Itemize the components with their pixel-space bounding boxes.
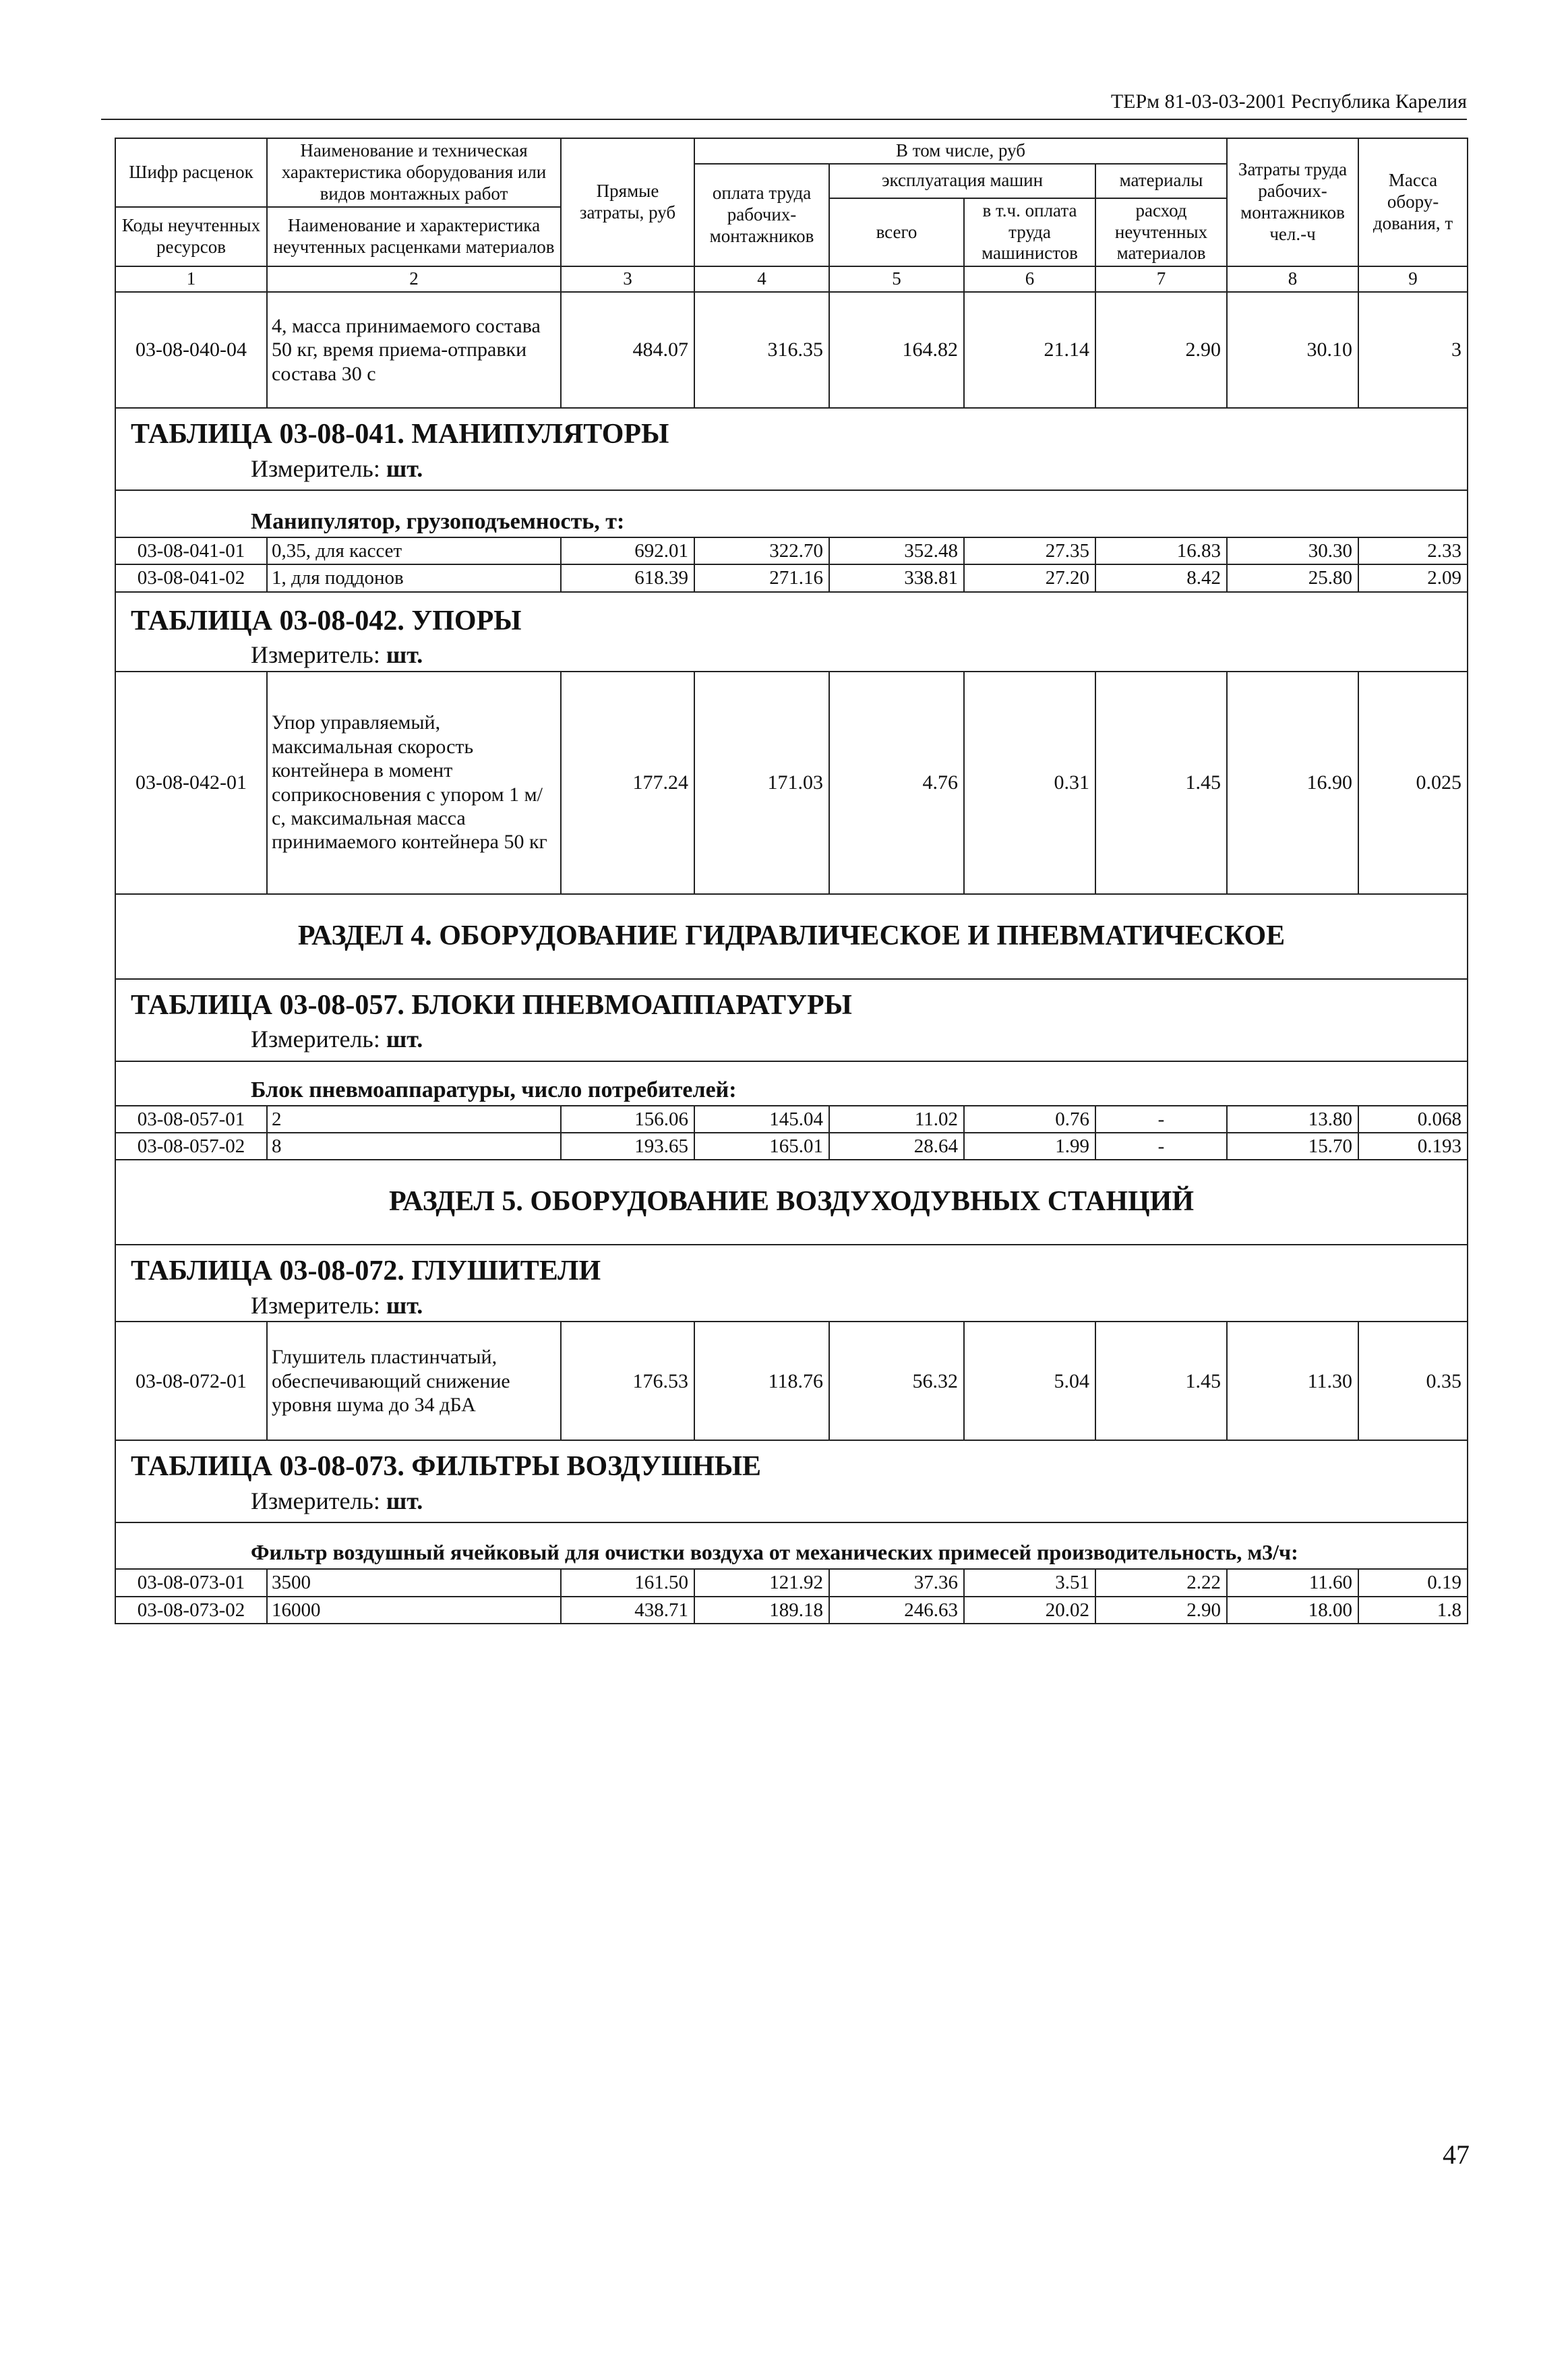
row-value: 21.14 (964, 292, 1095, 408)
row-value: 0.025 (1358, 672, 1468, 894)
col-v-t-ch: в т.ч. оплата труда машинистов (964, 198, 1095, 267)
col-name-2: Наименование и характеристика неучтенных расценками материалов (267, 207, 561, 267)
row-value: 18.00 (1227, 1597, 1358, 1624)
razdel-row (115, 1160, 1468, 1245)
row-value: 0.19 (1358, 1569, 1468, 1596)
row-code: 03-08-072-01 (115, 1322, 267, 1440)
row-value: 11.60 (1227, 1569, 1358, 1596)
measure-row (115, 639, 1468, 671)
col-vsego: всего (829, 198, 964, 267)
measure-label: Измеритель: (251, 1026, 380, 1053)
rates-table (115, 138, 1468, 1624)
table-row (115, 292, 1468, 408)
row-value: 5.04 (964, 1322, 1095, 1440)
row-value: - (1095, 1106, 1227, 1133)
row-value: 176.53 (561, 1322, 694, 1440)
row-name: 4, масса принимаемого состава 50 кг, время приема-отправки состава 30 с (267, 292, 561, 408)
col-shifr: Шифр расценок (115, 138, 267, 207)
row-name: 16000 (267, 1597, 561, 1624)
col-v-tom-chisle: В том числе, руб (694, 138, 1227, 164)
row-value: 27.20 (964, 564, 1095, 591)
subtitle-row (115, 1522, 1468, 1569)
measure-unit: шт. (386, 1026, 423, 1053)
section-title-row (115, 592, 1468, 640)
row-value: 27.35 (964, 537, 1095, 564)
row-code: 03-08-042-01 (115, 672, 267, 894)
row-value: 692.01 (561, 537, 694, 564)
measure (115, 1485, 1468, 1522)
row-value: 189.18 (694, 1597, 829, 1624)
row-name: 1, для поддонов (267, 564, 561, 591)
row-value: 1.45 (1095, 672, 1227, 894)
table-title: ТАБЛИЦА 03-08-041. МАНИПУЛЯТОРЫ (115, 408, 1468, 453)
row-code: 03-08-041-01 (115, 537, 267, 564)
col-name-1: Наименование и техническая характеристика оборудования или видов монтажных работ (267, 138, 561, 207)
table-title: ТАБЛИЦА 03-08-073. ФИЛЬТРЫ ВОЗДУШНЫЕ (115, 1440, 1468, 1485)
col-ekspl: эксплуатация машин (829, 164, 1095, 198)
row-value: 0.193 (1358, 1133, 1468, 1160)
measure-row (115, 1485, 1468, 1522)
table-row (115, 1597, 1468, 1624)
table-subtitle: Фильтр воздушный ячейковый для очистки воздуха от механических примесей производительность, м3/ч: (115, 1522, 1468, 1569)
row-value: 165.01 (694, 1133, 829, 1160)
row-code: 03-08-073-01 (115, 1569, 267, 1596)
col-number: 4 (694, 266, 829, 292)
row-name: 3500 (267, 1569, 561, 1596)
row-name: 0,35, для кассет (267, 537, 561, 564)
row-name: 2 (267, 1106, 561, 1133)
col-number: 9 (1358, 266, 1468, 292)
table-title: ТАБЛИЦА 03-08-072. ГЛУШИТЕЛИ (115, 1245, 1468, 1290)
col-number: 7 (1095, 266, 1227, 292)
measure-unit: шт. (386, 641, 423, 669)
column-numbers-row (115, 266, 1468, 292)
row-value: 30.10 (1227, 292, 1358, 408)
col-oplata: оплата труда рабочих-монтажников (694, 164, 829, 266)
row-value: 145.04 (694, 1106, 829, 1133)
measure (115, 1024, 1468, 1061)
subtitle-row (115, 490, 1468, 537)
row-value: 4.76 (829, 672, 964, 894)
table-row (115, 537, 1468, 564)
row-value: 0.76 (964, 1106, 1095, 1133)
col-number: 5 (829, 266, 964, 292)
measure (115, 1290, 1468, 1322)
header-rule (101, 119, 1467, 120)
row-value: 618.39 (561, 564, 694, 591)
row-name: Упор управляемый, максимальная скорость контейнера в момент соприкосновения с упором 1 м/с, максимальная масса принимаемого контейнера 50 кг (267, 672, 561, 894)
section-title-row (115, 1440, 1468, 1485)
col-number: 6 (964, 266, 1095, 292)
row-name: 8 (267, 1133, 561, 1160)
row-value: 164.82 (829, 292, 964, 408)
row-value: 161.50 (561, 1569, 694, 1596)
row-value: 484.07 (561, 292, 694, 408)
measure-row (115, 453, 1468, 490)
row-value: 0.35 (1358, 1322, 1468, 1440)
col-zatraty: Затраты труда рабочих-монтажников чел.-ч (1227, 138, 1358, 266)
razdel-title: РАЗДЕЛ 5. ОБОРУДОВАНИЕ ВОЗДУХОДУВНЫХ СТАНЦИЙ (115, 1160, 1468, 1245)
measure-label: Измеритель: (251, 454, 380, 482)
page-number: 47 (1443, 2139, 1470, 2170)
table-title: ТАБЛИЦА 03-08-057. БЛОКИ ПНЕВМОАППАРАТУРЫ (115, 979, 1468, 1024)
row-value: 1.8 (1358, 1597, 1468, 1624)
row-value: 2.33 (1358, 537, 1468, 564)
row-value: 11.30 (1227, 1322, 1358, 1440)
document-header-code: ТЕРм 81-03-03-2001 Республика Карелия (1110, 90, 1467, 113)
row-value: 177.24 (561, 672, 694, 894)
measure (115, 639, 1468, 671)
row-value: 0.31 (964, 672, 1095, 894)
table-row (115, 1322, 1468, 1440)
col-rashod: расход неучтенных материалов (1095, 198, 1227, 267)
measure-row (115, 1290, 1468, 1322)
measure (115, 453, 1468, 490)
row-value: 352.48 (829, 537, 964, 564)
col-number: 2 (267, 266, 561, 292)
row-code: 03-08-041-02 (115, 564, 267, 591)
row-value: 156.06 (561, 1106, 694, 1133)
row-value: 16.90 (1227, 672, 1358, 894)
row-value: 2.22 (1095, 1569, 1227, 1596)
col-number: 8 (1227, 266, 1358, 292)
table-row (115, 1133, 1468, 1160)
razdel-title: РАЗДЕЛ 4. ОБОРУДОВАНИЕ ГИДРАВЛИЧЕСКОЕ И ПНЕВМАТИЧЕСКОЕ (115, 894, 1468, 979)
row-value: 2.90 (1095, 292, 1227, 408)
measure-row (115, 1024, 1468, 1061)
table-title: ТАБЛИЦА 03-08-042. УПОРЫ (115, 592, 1468, 640)
row-value: 322.70 (694, 537, 829, 564)
section-title-row (115, 979, 1468, 1024)
measure-unit: шт. (386, 1487, 423, 1514)
row-value: 1.99 (964, 1133, 1095, 1160)
row-code: 03-08-057-02 (115, 1133, 267, 1160)
row-value: 8.42 (1095, 564, 1227, 591)
row-value: 25.80 (1227, 564, 1358, 591)
row-value: 438.71 (561, 1597, 694, 1624)
table-subtitle: Манипулятор, грузоподъемность, т: (115, 490, 1468, 537)
table-row (115, 564, 1468, 591)
row-name: Глушитель пластинчатый, обеспечивающий снижение уровня шума до 34 дБА (267, 1322, 561, 1440)
row-value: 2.90 (1095, 1597, 1227, 1624)
table-subtitle: Блок пневмоаппаратуры, число потребителей: (115, 1061, 1468, 1106)
measure-unit: шт. (386, 454, 423, 482)
row-code: 03-08-073-02 (115, 1597, 267, 1624)
row-value: 3.51 (964, 1569, 1095, 1596)
row-value: 0.068 (1358, 1106, 1468, 1133)
subtitle-row (115, 1061, 1468, 1106)
row-value: 28.64 (829, 1133, 964, 1160)
row-value: 193.65 (561, 1133, 694, 1160)
col-massa: Масса обору-дования, т (1358, 138, 1468, 266)
row-value: 20.02 (964, 1597, 1095, 1624)
row-value: 338.81 (829, 564, 964, 591)
row-value: 56.32 (829, 1322, 964, 1440)
header-row-1 (115, 138, 1468, 164)
row-value: 37.36 (829, 1569, 964, 1596)
table-row (115, 1106, 1468, 1133)
row-value: 30.30 (1227, 537, 1358, 564)
row-value: 246.63 (829, 1597, 964, 1624)
razdel-row (115, 894, 1468, 979)
section-title-row (115, 1245, 1468, 1290)
measure-label: Измеритель: (251, 1487, 380, 1514)
row-value: 121.92 (694, 1569, 829, 1596)
section-title-row (115, 408, 1468, 453)
row-value: 15.70 (1227, 1133, 1358, 1160)
measure-label: Измеритель: (251, 1291, 380, 1319)
row-value: 171.03 (694, 672, 829, 894)
row-value: 11.02 (829, 1106, 964, 1133)
table-row (115, 1569, 1468, 1596)
row-value: - (1095, 1133, 1227, 1160)
col-materialy: материалы (1095, 164, 1227, 198)
row-value: 271.16 (694, 564, 829, 591)
row-code: 03-08-057-01 (115, 1106, 267, 1133)
col-number: 3 (561, 266, 694, 292)
measure-unit: шт. (386, 1291, 423, 1319)
table-row (115, 672, 1468, 894)
row-value: 1.45 (1095, 1322, 1227, 1440)
col-number: 1 (115, 266, 267, 292)
row-code: 03-08-040-04 (115, 292, 267, 408)
measure-label: Измеритель: (251, 641, 380, 669)
row-value: 13.80 (1227, 1106, 1358, 1133)
row-value: 316.35 (694, 292, 829, 408)
col-kody: Коды неучтенных ресурсов (115, 207, 267, 267)
row-value: 2.09 (1358, 564, 1468, 591)
col-pryamye: Прямые затраты, руб (561, 138, 694, 266)
row-value: 16.83 (1095, 537, 1227, 564)
row-value: 3 (1358, 292, 1468, 408)
row-value: 118.76 (694, 1322, 829, 1440)
